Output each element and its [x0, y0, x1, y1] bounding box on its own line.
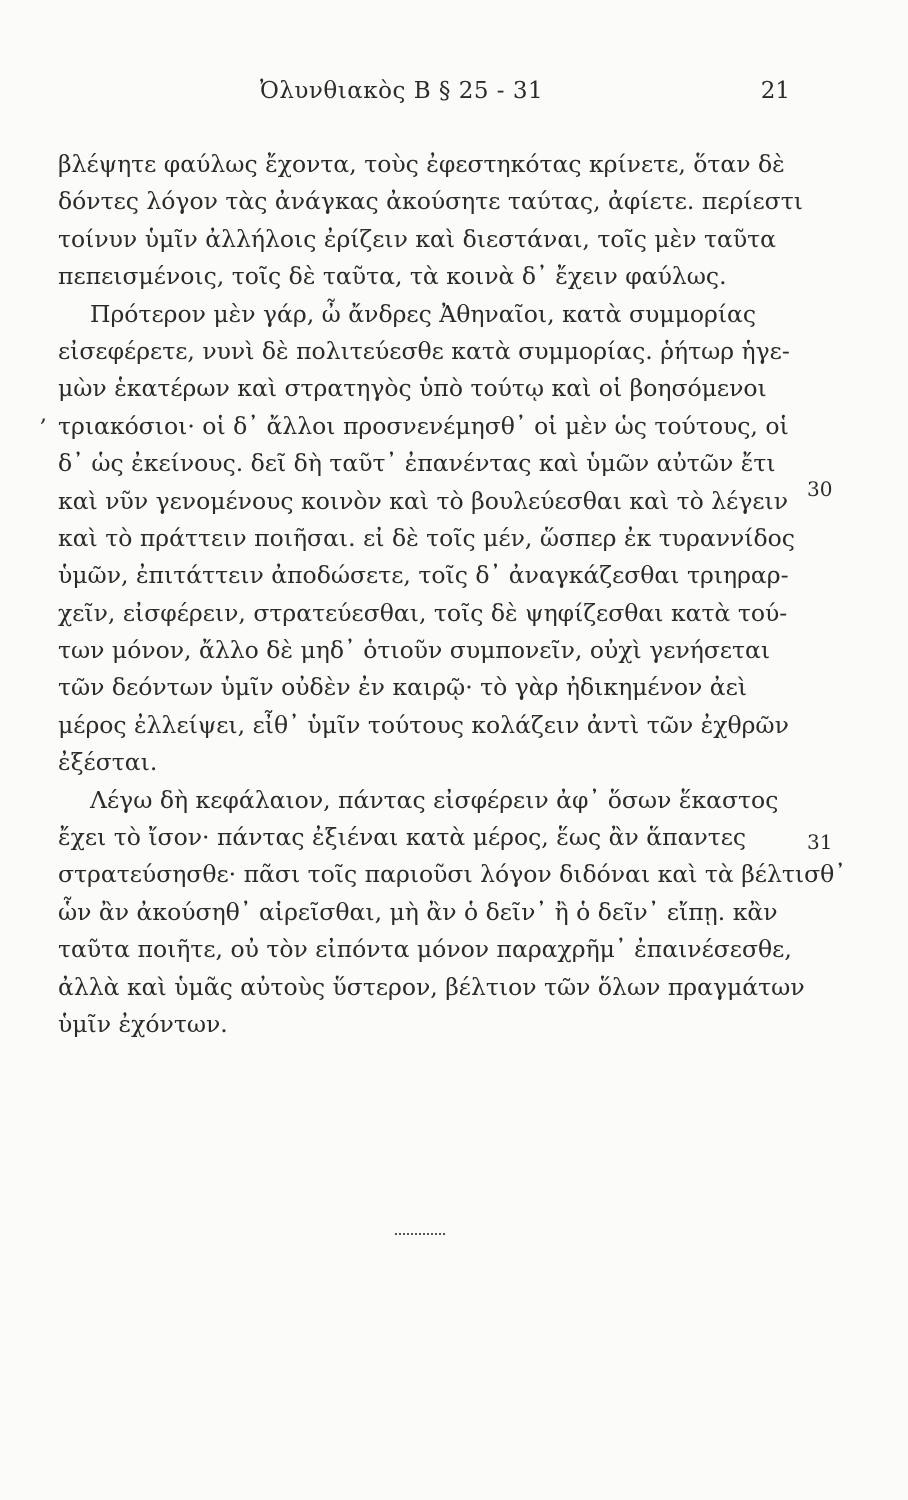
- text-line: ταῦτα ποιῆτε, οὐ τὸν εἰπόντα μόνον παραχρῆμ᾽ ἐπαινέσεσθε,: [58, 935, 792, 964]
- margin-section-number: 31: [807, 830, 833, 854]
- text-line: μὼν ἑκατέρων καὶ στρατηγὸς ὑπὸ τούτῳ καὶ οἱ βοησόμενοι: [58, 374, 767, 403]
- text-line: στρατεύσησθε· πᾶσι τοῖς παριοῦσι λόγον διδόναι καὶ τὰ βέλτισθ᾽: [58, 860, 847, 889]
- text-line: μέρος ἐλλείψει, εἶθ᾽ ὑμῖν τούτους κολάζειν ἀντὶ τῶν ἐχθρῶν: [58, 710, 789, 739]
- text-line: χεῖν, εἰσφέρειν, στρατεύεσθαι, τοῖς δὲ ψηφίζεσθαι κατὰ τού-: [58, 598, 788, 627]
- text-line: τοίνυν ὑμῖν ἀλλήλοις ἐρίζειν καὶ διεστάναι, τοῖς μὲν ταῦτα: [58, 224, 777, 253]
- text-line: δόντες λόγον τὰς ἀνάγκας ἀκούσητε ταύτας, ἀφίετε. περίεστι: [58, 187, 803, 216]
- running-head: Ὀλυνθιακὸς Β § 25 - 31: [260, 78, 544, 104]
- text-line: ὑμῶν, ἐπιτάττειν ἀποδώσετε, τοῖς δ᾽ ἀναγκάζεσθαι τριηραρ-: [58, 561, 789, 590]
- text-line: καὶ νῦν γενομένους κοινὸν καὶ τὸ βουλεύεσθαι καὶ τὸ λέγειν: [58, 486, 789, 515]
- text-line: τῶν δεόντων ὑμῖν οὐδὲν ἐν καιρῷ· τὸ γὰρ ἠδικημένον ἀεὶ: [58, 673, 748, 702]
- text-line: ὧν ἂν ἀκούσηθ᾽ αἱρεῖσθαι, μὴ ἂν ὁ δεῖν᾽ ἢ ὁ δεῖν᾽ εἴπῃ. κἂν: [58, 897, 778, 926]
- text-line: ἀλλὰ καὶ ὑμᾶς αὐτοὺς ὕστερον, βέλτιον τῶν ὅλων πραγμάτων: [58, 972, 805, 1001]
- text-line: πεπεισμένοις, τοῖς δὲ ταῦτα, τὰ κοινὰ δ᾽ ἔχειν φαύλως.: [58, 262, 727, 291]
- text-line: βλέψητε φαύλως ἔχοντα, τοὺς ἐφεστηκότας κρίνετε, ὅταν δὲ: [58, 150, 785, 178]
- margin-mark: ,: [40, 402, 47, 427]
- paragraph-2: [58, 296, 818, 782]
- text-line: ἐξέσται.: [58, 748, 158, 777]
- text-line: τριακόσιοι· οἱ δ᾽ ἄλλοι προσνενέμησθ᾽ οἱ μὲν ὡς τούτους, οἱ: [58, 411, 789, 440]
- text-line: ὑμῖν ἐχόντων.: [58, 1009, 228, 1038]
- text-line: εἰσεφέρετε, νυνὶ δὲ πολιτεύεσθε κατὰ συμμορίας. ῥήτωρ ἡγε-: [58, 336, 790, 365]
- text-line: δ᾽ ὡς ἐκείνους. δεῖ δὴ ταῦτ᾽ ἐπανέντας καὶ ὑμῶν αὐτῶν ἔτι: [58, 449, 776, 478]
- text-line: Πρότερον μὲν γάρ, ὦ ἄνδρες Ἀθηναῖοι, κατὰ συμμορίας: [90, 299, 757, 328]
- margin-section-number: 30: [807, 477, 833, 501]
- page-header: [60, 78, 790, 118]
- text-line: Λέγω δὴ κεφάλαιον, πάντας εἰσφέρειν ἀφ᾽ ὅσων ἕκαστος: [90, 785, 779, 814]
- text-line: ἔχει τὸ ἴσον· πάντας ἐξιέναι κατὰ μέρος, ἕως ἂν ἅπαντες: [58, 823, 747, 852]
- text-line: καὶ τὸ πράττειν ποιῆσαι. εἰ δὲ τοῖς μέν, ὥσπερ ἐκ τυραννίδος: [58, 523, 795, 552]
- paragraph-1: [58, 146, 818, 296]
- text-line: των μόνον, ἄλλο δὲ μηδ᾽ ὁτιοῦν συμπονεῖν, οὐχὶ γενήσεται: [58, 636, 771, 665]
- page-number: 21: [760, 78, 790, 104]
- end-rule: [395, 1233, 445, 1235]
